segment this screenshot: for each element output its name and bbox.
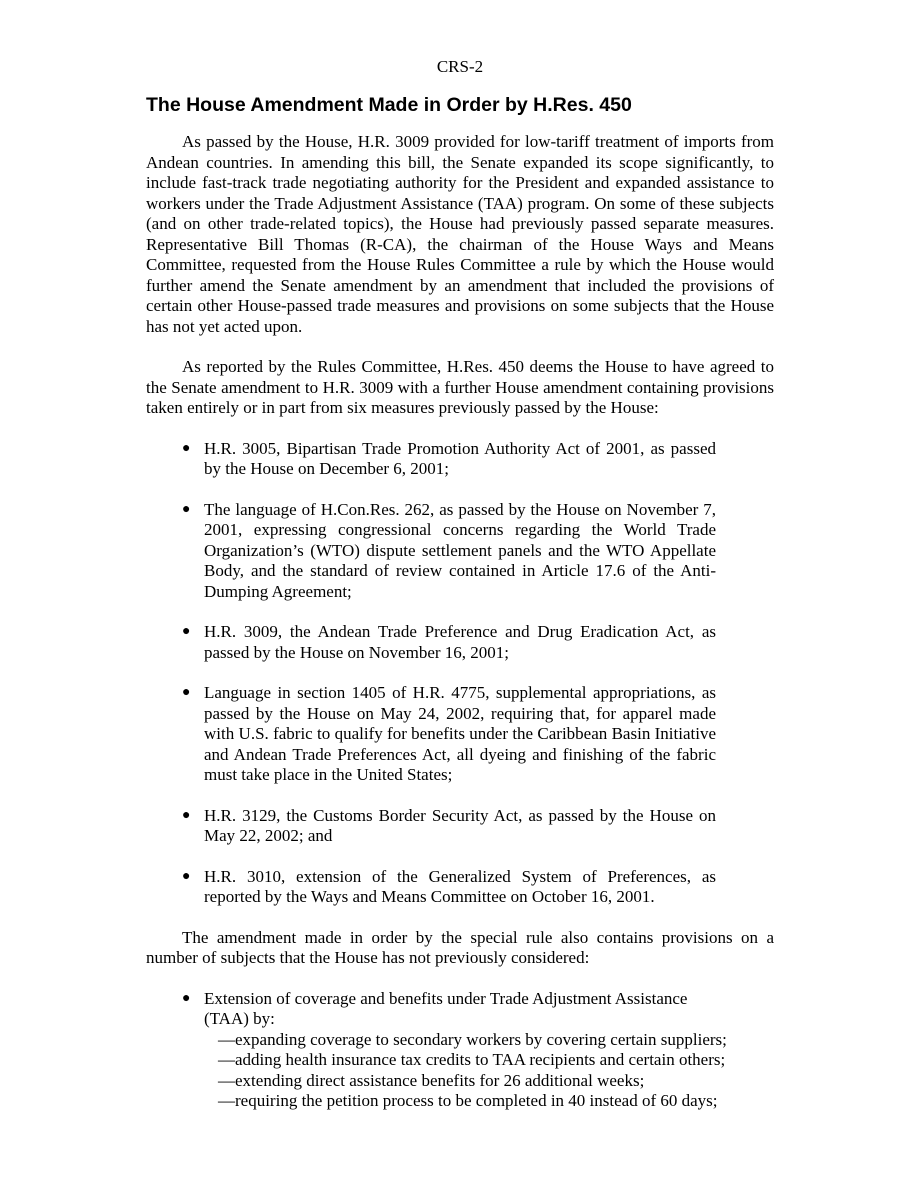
paragraph-intro: As passed by the House, H.R. 3009 provided for low-tariff treatment of imports from Andean countries. In amending this bill, the Senate expanded its scope significantly, to include fast-track trade negotiating authority for the President and expanded assistance to workers under the Trade Adjustment Assistance (TAA) program. On some of these subjects (and on other trade-related topics), the House had previously passed separate measures. Representative Bill Thomas (R-CA), the chairman of the House Ways and Means Committee, requested from the House Rules Committee a rule by which the House would further amend the Senate amendment by an amendment that included the provisions of certain other House-passed trade measures and provisions on some subjects that the House has not yet acted upon. [146,132,774,336]
bullet-icon: ● [182,868,191,884]
paragraph-new-subjects: The amendment made in order by the special rule also contains provisions on a number of subjects that the House has not previously considered: [146,927,774,967]
sub-list-item: —extending direct assistance benefits for 26 additional weeks; [218,1070,645,1090]
bullet-icon: ● [182,807,191,823]
list-item-text: H.R. 3005, Bipartisan Trade Promotion Authority Act of 2001, as passed by the House on December 6, 2001; [204,438,716,478]
list-item [146,988,727,1112]
list-item-text: Language in section 1405 of H.R. 4775, supplemental appropriations, as passed by the House on May 24, 2002, requiring that, for apparel made with U.S. fabric to qualify for benefits under the Caribbean Basin Initiative and Andean Trade Preferences Act, all dyeing and finishing of the fabric must take place in the United States; [204,683,716,784]
list-item-text: H.R. 3010, extension of the Generalized System of Preferences, as reported by the Ways and Means Committee on October 16, 2001. [204,866,716,906]
bullet-icon: ● [182,685,191,700]
list-item [146,683,716,786]
document-body [146,92,774,1132]
list-item-text: H.R. 3009, the Andean Trade Preference and Drug Eradication Act, as passed by the House on November 16, 2001; [204,622,716,662]
bullet-icon: ● [182,501,191,517]
bullet-icon: ● [182,624,191,639]
list-item [146,439,716,480]
section-heading: The House Amendment Made in Order by H.Res. 450 [146,94,632,116]
list-item [146,806,716,847]
taa-sub-list [204,1030,838,1112]
sub-list-item: —expanding coverage to secondary workers by covering certain suppliers; [218,1029,727,1049]
page-number: CRS-2 [436,57,484,76]
measures-list [146,439,716,908]
paragraph-rules-committee: As reported by the Rules Committee, H.Res. 450 deems the House to have agreed to the Senate amendment to H.R. 3009 with a further House amendment containing provisions taken entirely or in part from six measures previously passed by the House: [146,357,774,417]
list-item [146,622,716,663]
list-item-text: H.R. 3129, the Customs Border Security Act, as passed by the House on May 22, 2002; and [204,805,716,845]
new-subjects-list [146,988,727,1112]
list-item [146,500,716,603]
bullet-icon: ● [182,440,191,456]
bullet-icon: ● [182,990,191,1006]
list-item-text: The language of H.Con.Res. 262, as passed by the House on November 7, 2001, expressing congressional concerns regarding the World Trade Organization’s (WTO) dispute settlement panels and the WTO Appellate Body, and the standard of review contained in Article 17.6 of the Anti-Dumping Agreement; [204,499,716,601]
sub-list-item: —adding health insurance tax credits to TAA recipients and certain others; [218,1050,726,1069]
sub-list-item: —requiring the petition process to be completed in 40 instead of 60 days; [218,1091,718,1110]
list-item-text: Extension of coverage and benefits under Trade Adjustment Assistance (TAA) by: [204,988,688,1028]
list-item [146,867,716,908]
